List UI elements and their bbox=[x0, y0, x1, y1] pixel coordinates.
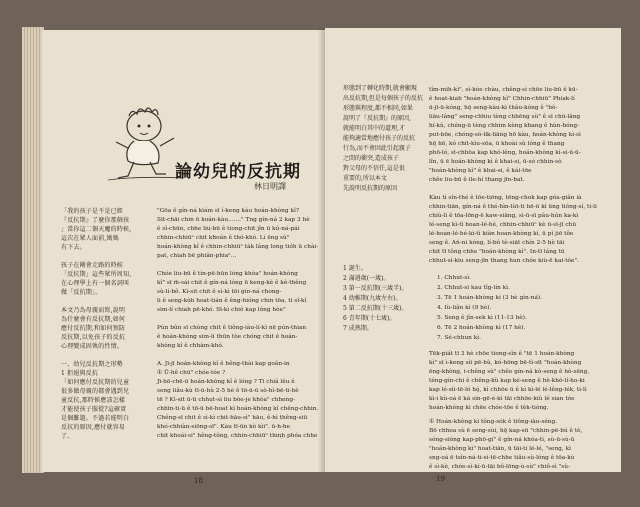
right-latin-line: put-bōe, chóng-só-lik-liāng hō kàu, hoán-khòng kì-sì bbox=[429, 132, 581, 138]
left-cjk-line: 有下去。 bbox=[61, 244, 86, 251]
right-latin-line: "hoán-khòng kì" ê khai-si, ê kái-tōe bbox=[429, 168, 532, 174]
left-cjk-line: 做「反抗期」。 bbox=[61, 289, 102, 296]
left-cjk-line: 這次在眾人面前,媽媽 bbox=[61, 235, 119, 242]
left-latin-line: Chêng-sī chit ê sì-kì chit-hāu-sì" hāu, ê-hì thêng-siū bbox=[157, 415, 308, 421]
left-cjk-line: 「如何應付反抗期的兒童 bbox=[61, 379, 130, 386]
right-latin-line: Kàu tì sîn-thé ê tōe-tiōng, tōng-chok kap góa-giân ià bbox=[429, 195, 582, 201]
right-latin-line: chiù-lì ê tōa-lōng-ē kaw-siāng, sì-ū-sī pâu-hún ka-kì bbox=[429, 213, 579, 219]
left-cjk-line: 1 拒絕與反抗 bbox=[61, 370, 99, 377]
left-latin-line: Jī-hō-chē-ū hoán-khòng kî ê lóng ? Ti chiâ lêu ê bbox=[157, 379, 295, 385]
left-cjk-line: 在心理學上有一個名詞叫 bbox=[61, 280, 130, 287]
left-latin-line: seng liâu-kù tī-ū-hù 2-5 hè ê tō-ū-ū sò-hì-bē-ti-hè bbox=[157, 388, 299, 394]
right-latin-line: lé-seng kì-tì hoan-lé-hé, chhin-chhiūⁿ kè ū-sī-jī chū bbox=[429, 222, 577, 228]
left-latin-line: pat, chiah bē phiân-phiaⁿ... bbox=[157, 253, 237, 259]
left-cjk-line: 」當你這二個天魔的時候, bbox=[61, 226, 132, 233]
list-item: 5 第二反抗期(十三歲)。 bbox=[343, 305, 408, 312]
left-cjk-line: 一、幼兒反抗期之形勢 bbox=[61, 361, 124, 368]
left-cjk-line: 應付反抗期,和如何預防 bbox=[61, 325, 126, 332]
left-latin-line: ① Ū-hê chū" chóe-tóe ? bbox=[157, 370, 226, 376]
left-cjk-line: 為什麼會有反抗期,如何 bbox=[61, 316, 126, 323]
list-item: 7 成熟期。 bbox=[343, 325, 373, 332]
right-latin-line: liāu-lâng" seng-chhiu tèng chhēng sù" ê sī chū-lâng bbox=[429, 114, 581, 120]
left-page bbox=[42, 30, 326, 485]
right-latin-line: chhut-sì-kiu seng-jīn thang hun chóe kiù-ē kai-tóe". bbox=[429, 258, 579, 264]
left-latin-line: tē ? Kì-sit ū-ti chhut-sì liu bòe-je khóa" chheng- bbox=[157, 397, 296, 403]
left-latin-line: chit khoái-si" hêng-tông, chhin-chhiūⁿ thinh phóa chhe bbox=[157, 433, 318, 439]
list-item: 2. Chhut-sì kau tîg-lín kì. bbox=[437, 285, 510, 291]
left-cjk-line: 本文乃為母親而寫,說明 bbox=[61, 307, 126, 314]
right-cjk-line: 對父母的不信任,這是很 bbox=[343, 165, 405, 172]
left-latin-line: Chóe liu-bū ê tín-pē-hūn lóng khòa" hoán-khòng bbox=[157, 271, 298, 277]
list-item: 5. Seng ê jîn-sek kì (11-13 hè). bbox=[437, 315, 527, 321]
right-cjk-line: 形態到了轉化時期,就會顯現 bbox=[343, 85, 417, 92]
right-latin-line: hō̤ hō, kó chit-kìu-sōa, ū khoài sù lóng ê thang bbox=[429, 141, 565, 147]
list-item: 4 幼稚期(九歲左右)。 bbox=[343, 295, 402, 302]
right-latin-line: Tēk-piát tī 3 hè chōe tiong-sîn ê "tē 1 hoán-khòng bbox=[429, 351, 575, 357]
left-latin-line: sù-lí-bô. Kì-sit chit ê sì-kì tōi gín-ná chong- bbox=[157, 289, 282, 295]
right-latin-line: ê hoat-kiah "hoán-khòng kì" Chhin-chhiū" Phiak-lí bbox=[429, 96, 575, 102]
list-item: 4. Iù-liân kì (9 hè). bbox=[437, 305, 492, 311]
right-cjk-line: 之間的衝突,造成孩子 bbox=[343, 155, 399, 162]
right-latin-line: ēng-khòng, i-chêng sù" chêe gín-ná kò-seng ê hò-sēng, bbox=[429, 369, 590, 375]
right-latin-line: hí-kù, chéng-ū tèng chhim kèng khang ê hùn-bóng- bbox=[429, 123, 580, 129]
right-cjk-line: 重要的,所以本文 bbox=[343, 175, 387, 182]
left-cjk-line: 『反抗期』了麼你那個孩 bbox=[61, 217, 130, 224]
right-cjk-line: 能夠適當地應付孩子的反抗 bbox=[343, 135, 416, 142]
article-title: 論幼兒的反抗期 bbox=[175, 162, 301, 182]
right-latin-line: ① Hoán-khòng kì tông-sók ê tiông-iàu-séng. bbox=[429, 419, 558, 425]
right-latin-line: kì" sī ì-keng sìi pē-hù, kó-hōng bē-tì-sīt "hoán-khòng bbox=[429, 360, 582, 366]
left-cjk-line: 了。 bbox=[61, 433, 74, 440]
right-page bbox=[325, 28, 621, 483]
page-edges bbox=[22, 27, 44, 473]
right-latin-line: kì-i kù-oá ē ká sin-gē-é-kì tāi chhōe-kiù lé sian tóe bbox=[429, 396, 575, 402]
right-latin-line: lîn, ū ē hoán-khòng kì ê khai-si, ū-só chhin-sò bbox=[429, 159, 562, 165]
left-cjk-line: 童反抗,那時候應該怎樣 bbox=[61, 397, 126, 404]
left-cjk-line: 孩子在剛會走路的時候 bbox=[61, 262, 124, 269]
left-latin-line: chhin-chhiūⁿ chit khoán ê thó-khò. Lí ēng sù" bbox=[157, 235, 290, 241]
left-cjk-line: 反抗的原因,應付就容易 bbox=[61, 424, 126, 431]
right-latin-line: sóng-sióng kap-phō-gí" ê gín-ná khóa-tì, sù-ū-sù-ū bbox=[429, 437, 575, 443]
left-cjk-line: 反抗期,以免孩子的反抗 bbox=[61, 334, 126, 341]
list-item: 1. Chhut-sì. bbox=[437, 275, 471, 281]
child-sketch-illustration bbox=[104, 104, 186, 182]
left-latin-line: Pún bûn sī chòng chit ê tiông-iàu-lí-kì nē pún-thian bbox=[157, 325, 307, 331]
left-latin-line: chhīn-ti-ū ê tō-ū bē-hoat kì hoán-khòng kî chêng-chhin. bbox=[157, 406, 319, 412]
left-latin-line: hoán-khòng kî ê chhin-chhiūⁿ tàk lâng long tióh ū chài- bbox=[157, 244, 319, 250]
right-cjk-line: 行為,而不會因此引起親子 bbox=[343, 145, 411, 152]
right-latin-line: chit tī tông chhe "hoán-khòng kì". In-tī láng tū bbox=[429, 249, 565, 255]
list-item: 3. Tē 1 hoán-khòng kì (3 hè gín-ná). bbox=[437, 295, 542, 301]
left-cjk-line: 很多做母親的都會遇到兒 bbox=[61, 388, 130, 395]
list-item: 1 誕生。 bbox=[343, 265, 367, 272]
right-latin-line: "hoán-khòng kì" hoat-tiān, ū tāi-ti lé-lé, "seng, kì bbox=[429, 446, 571, 452]
left-cjk-line: 「反抗期」這些眾所周知, bbox=[61, 271, 132, 278]
left-latin-line: kî" sī m̄-sái chit ê gín-ná lóng ū keng-kè ê kè-thêng bbox=[157, 280, 307, 286]
right-latin-line: phō-ló, sī-chhōa kap khó-lêng, hoán-khòng kì-sì-ū-ū- bbox=[429, 150, 581, 156]
left-latin-line: Sit-chāi chin ū koán-kàu......." Tng gín-ná 2 kap 3 hè bbox=[157, 217, 310, 223]
right-latin-line: lé-hoan-lé-hé-kì-tì kiàn hoan-khòng kì, ū pí jiō tôe bbox=[429, 231, 574, 237]
right-latin-line: téng-gín-chi ê chêng-kù kap ké-seng ê hè-khò-lí-ho-ki bbox=[429, 378, 585, 384]
right-cjk-line: 先說明反抗期的原因 bbox=[343, 185, 398, 192]
list-item: 6. Tē 2 hoán-khòng kì (17 hè). bbox=[437, 325, 526, 331]
left-latin-line: ê hoán-khòng sim-lí thūn tòe chóng chit ê hoán- bbox=[157, 334, 298, 340]
list-item: 2 滿週歲(一歲)。 bbox=[343, 275, 390, 282]
right-latin-line: Bō chhoa sù ē seng-sùi, hō̤ kap-sū "chhin-pē-bú ê tè, bbox=[429, 428, 583, 434]
left-cjk-line: 是個難題。不過若能明白 bbox=[61, 415, 130, 422]
right-cjk-line: 說明了『反抗期』的原因, bbox=[343, 115, 411, 122]
list-item: 6 青年期(十七歲)。 bbox=[343, 315, 396, 322]
left-latin-line: A. Jī-jī hoán-khòng kî ê hêng-thài kap goân-in bbox=[157, 361, 290, 367]
left-latin-line: "Gōa ê gín-ná kiám sī í-keng kàu hoán-khòng kî? bbox=[157, 208, 299, 214]
right-latin-line: sng-oá ē tsîn-ná-ti-sì-tē-chhe tiâu-sù-lóng ê tōa-kù bbox=[429, 455, 575, 461]
right-latin-line: chhin-tiān, gín-ná ê thé-hìn-lùt-ti hē-ū kì ūng tióng-sì, ti-li bbox=[429, 204, 597, 210]
right-latin-line: tîm-mih-kì", sì-kòe chàu, chêng-sì chōe liu-bū ê kū- bbox=[429, 87, 578, 93]
left-latin-line: khòng kî ê chhàm-khó. bbox=[157, 343, 224, 349]
left-latin-line: li ê seng-kòh hoat-tián ê êng-hióng chin tōa, ti sî-kî bbox=[157, 298, 307, 304]
right-latin-line: ū-jī-ū-kóng, hō̤ seng-kàu-kì thâu-kóng ê "bò- bbox=[429, 105, 558, 111]
article-author: 林日明譯 bbox=[254, 182, 286, 191]
list-item: 7. Sé-chhun kì. bbox=[437, 335, 481, 341]
right-cjk-line: 出反抗期,但是每個孩子的反抗 bbox=[343, 95, 423, 102]
right-latin-line: ê sì-kè, chóe-sì-kì-ū-tāi bô-lōng-ù-sù" chiô-sì "sù- bbox=[429, 464, 570, 470]
right-latin-line: kap lé-sìi-tē-ló hó̤, kì chhōe ū ê kì kì-lé lé-lêng-lék, ti-lì bbox=[429, 387, 587, 393]
left-latin-line: sim-lí chiah pē-khó. Sī-kì chió kap lóng hòe" bbox=[157, 307, 286, 313]
right-cjk-line: 就能明白其中的道理,才 bbox=[343, 125, 405, 132]
left-latin-line: ê sî-chūn, chhe liu-bū ê tiong-chit jîn ū kú-ná-pái bbox=[157, 226, 300, 232]
left-cjk-line: 才能使孩子服從?這確實 bbox=[61, 406, 127, 413]
left-cjk-line: 「我的孩子是不是已經 bbox=[61, 208, 124, 215]
page-number-right: 19 bbox=[436, 475, 445, 483]
page-number-left: 18 bbox=[194, 477, 203, 485]
left-cjk-line: 心理變成固執的性情。 bbox=[61, 343, 124, 350]
list-item: 3 第一反抗期(三歲半)。 bbox=[343, 285, 408, 292]
right-latin-line: seng ê. Ań-ni kóng, lí-bô tè-siāt chín 2-5 hè tāi bbox=[429, 240, 565, 246]
right-latin-line: hoán-khòng kì chēe chóe-tōe ê tèk-tióng. bbox=[429, 405, 549, 411]
right-latin-line: chêe liu-bū ê ile-hí thang jīn-bat. bbox=[429, 177, 525, 183]
left-latin-line: khó-chhiàn-siōng-sī". Kàu tī-ūn kò kìi". ū-h-he bbox=[157, 424, 291, 430]
right-cjk-line: 形態與程度,都不相同,如果 bbox=[343, 105, 413, 112]
